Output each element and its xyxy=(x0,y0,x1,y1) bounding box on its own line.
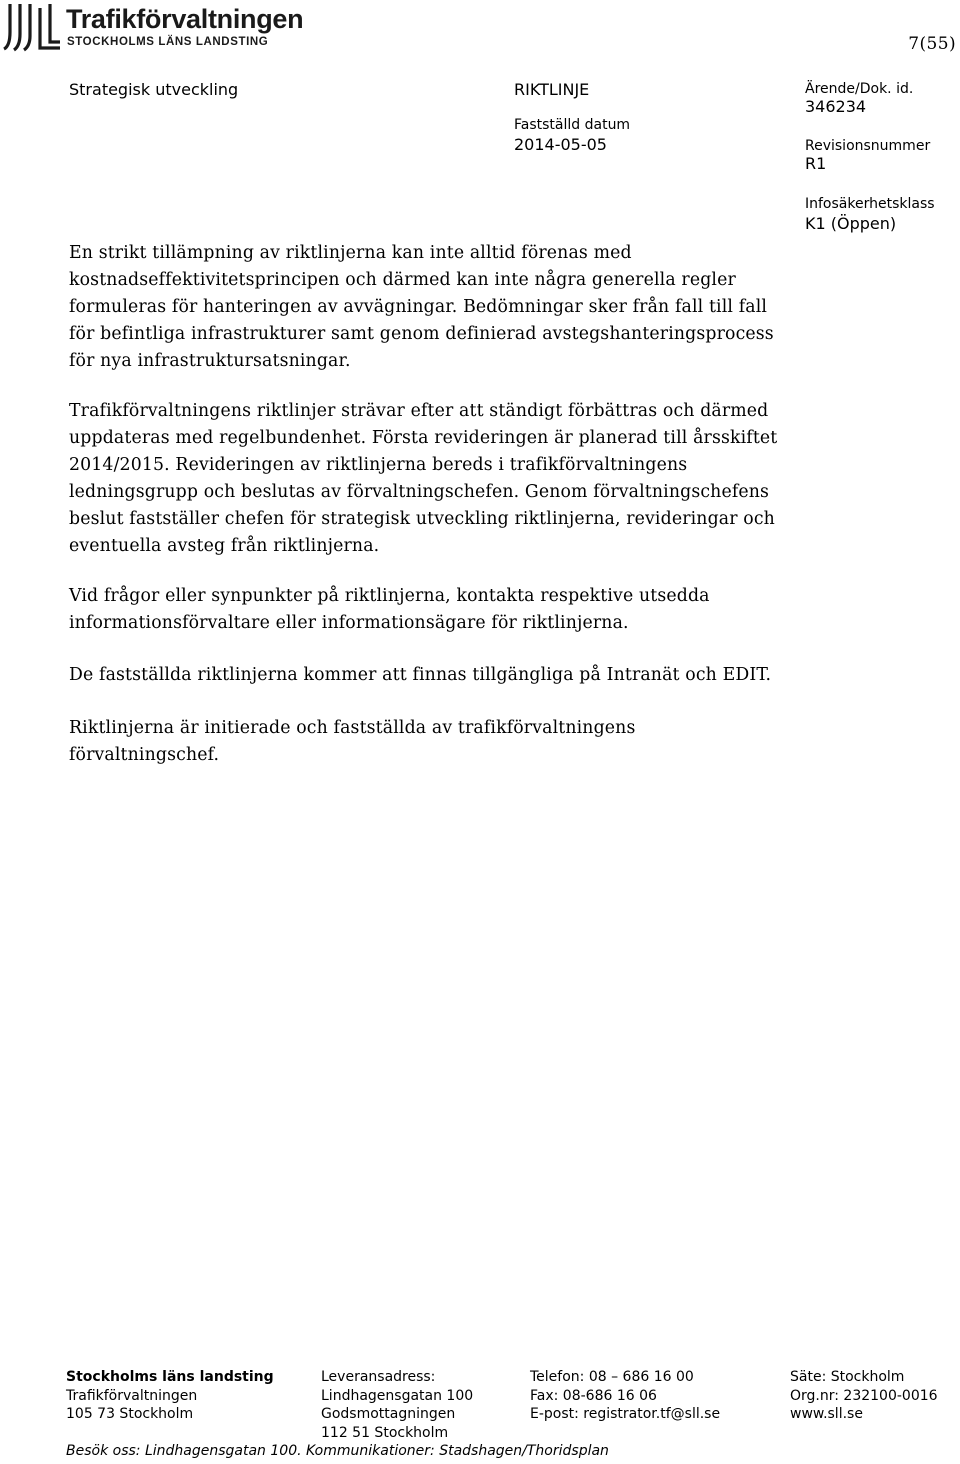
text-line: Riktlinjerna är initierade och fastställda av trafikförvaltningens xyxy=(69,718,636,738)
text-line: informationsförvaltare eller informationsägare för riktlinjerna. xyxy=(69,613,629,633)
paragraph-revision xyxy=(69,398,829,560)
footer-email: E-post: registrator.tf@sll.se xyxy=(530,1406,721,1422)
text-line: ledningsgrupp och beslutas av förvaltningschefen. Genom förvaltningschefens xyxy=(69,482,770,502)
text-line: De fastställda riktlinjerna kommer att finnas tillgängliga på Intranät och EDIT. xyxy=(69,665,772,685)
text-line: formuleras för hanteringen av avvägningar. Bedömningar sker från fall till fall xyxy=(69,297,768,317)
paragraph-contact xyxy=(69,583,829,637)
footer-visit-info: Besök oss: Lindhagensgatan 100. Kommunikationer: Stadshagen/Thoridsplan xyxy=(66,1443,609,1459)
case-id-value: 346234 xyxy=(805,97,867,116)
footer-delivery-postal: 112 51 Stockholm xyxy=(321,1424,449,1441)
text-line: Trafikförvaltningens riktlinjer strävar efter att ständigt förbättras och därmed xyxy=(69,401,769,421)
page-number: 7(55) xyxy=(908,34,956,54)
security-class-label: Infosäkerhetsklass xyxy=(805,196,935,212)
text-line: för befintliga infrastrukturer samt genom definierad avstegshanteringsprocess xyxy=(69,324,774,344)
footer-delivery-label: Leveransadress: xyxy=(321,1369,436,1385)
footer-fax: Fax: 08-686 16 06 xyxy=(530,1387,657,1404)
footer-seat: Säte: Stockholm xyxy=(790,1369,905,1385)
footer-delivery-street: Lindhagensgatan 100 xyxy=(321,1387,474,1404)
footer-website-link[interactable]: www.sll.se xyxy=(790,1406,863,1422)
established-date-value: 2014-05-05 xyxy=(514,135,607,154)
logo-mark-icon xyxy=(2,2,62,52)
document-type: RIKTLINJE xyxy=(514,80,590,99)
footer-delivery-dept: Godsmottagningen xyxy=(321,1406,456,1422)
footer-org-unit: Trafikförvaltningen xyxy=(66,1387,198,1404)
footer-org-number: Org.nr: 232100-0016 xyxy=(790,1387,938,1404)
footer-org-postal: 105 73 Stockholm xyxy=(66,1406,194,1422)
text-line: förvaltningschef. xyxy=(69,745,220,765)
text-line: En strikt tillämpning av riktlinjerna kan inte alltid förenas med xyxy=(69,243,632,263)
logo-name: Trafikförvaltningen xyxy=(66,4,304,34)
footer-delivery-address xyxy=(321,1368,473,1442)
paragraph-exceptions xyxy=(69,240,829,375)
text-line: 2014/2015. Revideringen av riktlinjerna bereds i trafikförvaltningens xyxy=(69,455,688,475)
text-line: kostnadseffektivitetsprincipen och därmed kan inte några generella regler xyxy=(69,270,736,290)
text-line: Vid frågor eller synpunkter på riktlinjerna, kontakta respektive utsedda xyxy=(69,586,710,606)
department-label: Strategisk utveckling xyxy=(69,80,239,99)
paragraph-approval xyxy=(69,715,829,769)
footer-org-name: Stockholms läns landsting xyxy=(66,1369,274,1385)
revision-value: R1 xyxy=(805,154,827,173)
footer-contact xyxy=(530,1368,720,1424)
logo-subtitle: STOCKHOLMS LÄNS LANDSTING xyxy=(67,36,269,48)
text-line: eventuella avsteg från riktlinjerna. xyxy=(69,536,380,556)
organization-logo xyxy=(0,0,320,54)
established-date-label: Fastställd datum xyxy=(514,117,631,133)
text-line: uppdateras med regelbundenhet. Första revideringen är planerad till årsskiftet xyxy=(69,428,778,448)
paragraph-availability xyxy=(69,662,829,689)
security-class-value: K1 (Öppen) xyxy=(805,214,897,233)
footer-registration xyxy=(790,1368,938,1424)
footer-organization xyxy=(66,1368,274,1424)
case-id-label: Ärende/Dok. id. xyxy=(805,81,914,97)
footer-phone: Telefon: 08 – 686 16 00 xyxy=(530,1369,694,1385)
revision-label: Revisionsnummer xyxy=(805,138,931,154)
text-line: för nya infrastruktursatsningar. xyxy=(69,351,351,371)
text-line: beslut fastställer chefen för strategisk utveckling riktlinjerna, revideringar och xyxy=(69,509,775,529)
